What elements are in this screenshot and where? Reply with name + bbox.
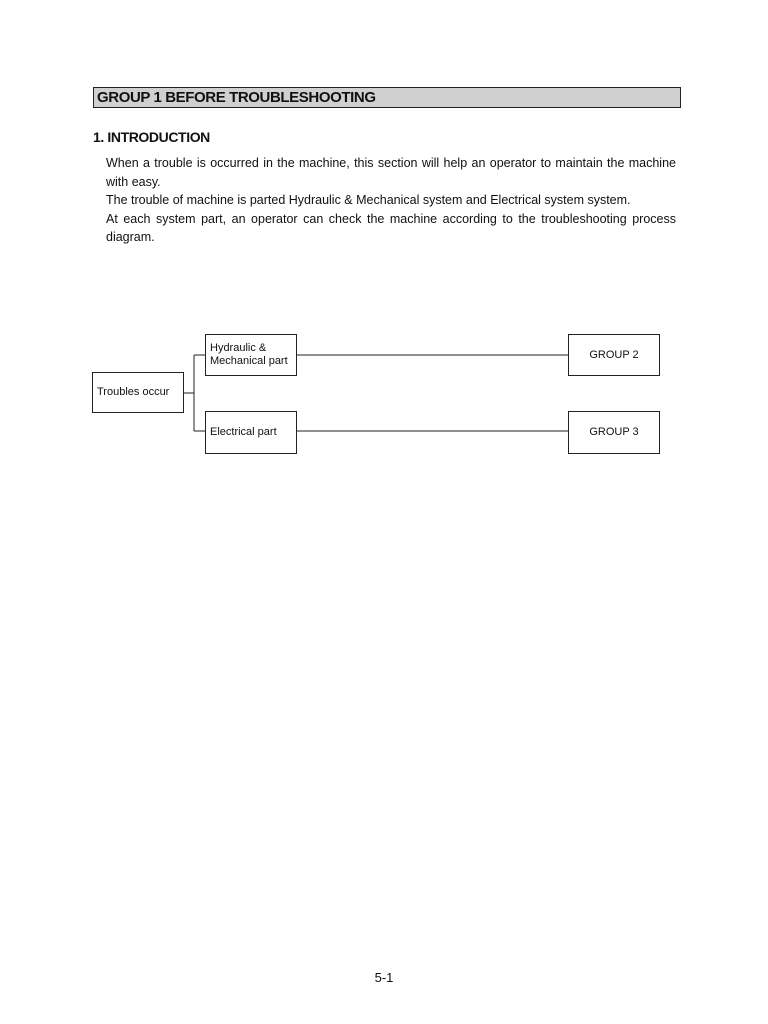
hydraulic-label-line2: Mechanical part [210,355,288,367]
intro-paragraph-3: At each system part, an operator can check the machine according to the troubleshooting process diagram. [106,211,676,244]
hydraulic-mechanical-box [205,334,297,376]
troubles-occur-box [92,372,184,413]
section-title: 1. INTRODUCTION [93,129,210,145]
hydraulic-mechanical-label [210,342,288,368]
page-number: 5-1 [374,970,394,985]
electrical-part-label: Electrical part [210,426,277,438]
group-title: GROUP 1 BEFORE TROUBLESHOOTING [93,87,681,108]
intro-text [106,154,676,247]
intro-paragraph-1: When a trouble is occurred in the machine, this section will help an operator to maintain the machine with easy. [106,156,676,189]
hydraulic-label-line1: Hydraulic & [210,342,267,354]
group2-label: GROUP 2 [589,348,639,361]
group3-label: GROUP 3 [589,426,639,438]
intro-paragraph-2: The trouble of machine is parted Hydraulic & Mechanical system and Electrical system system. [106,193,631,207]
troubles-occur-label: Troubles occur [97,386,170,398]
group2-box [568,334,660,376]
group3-box [568,411,660,454]
electrical-part-box [205,411,297,454]
